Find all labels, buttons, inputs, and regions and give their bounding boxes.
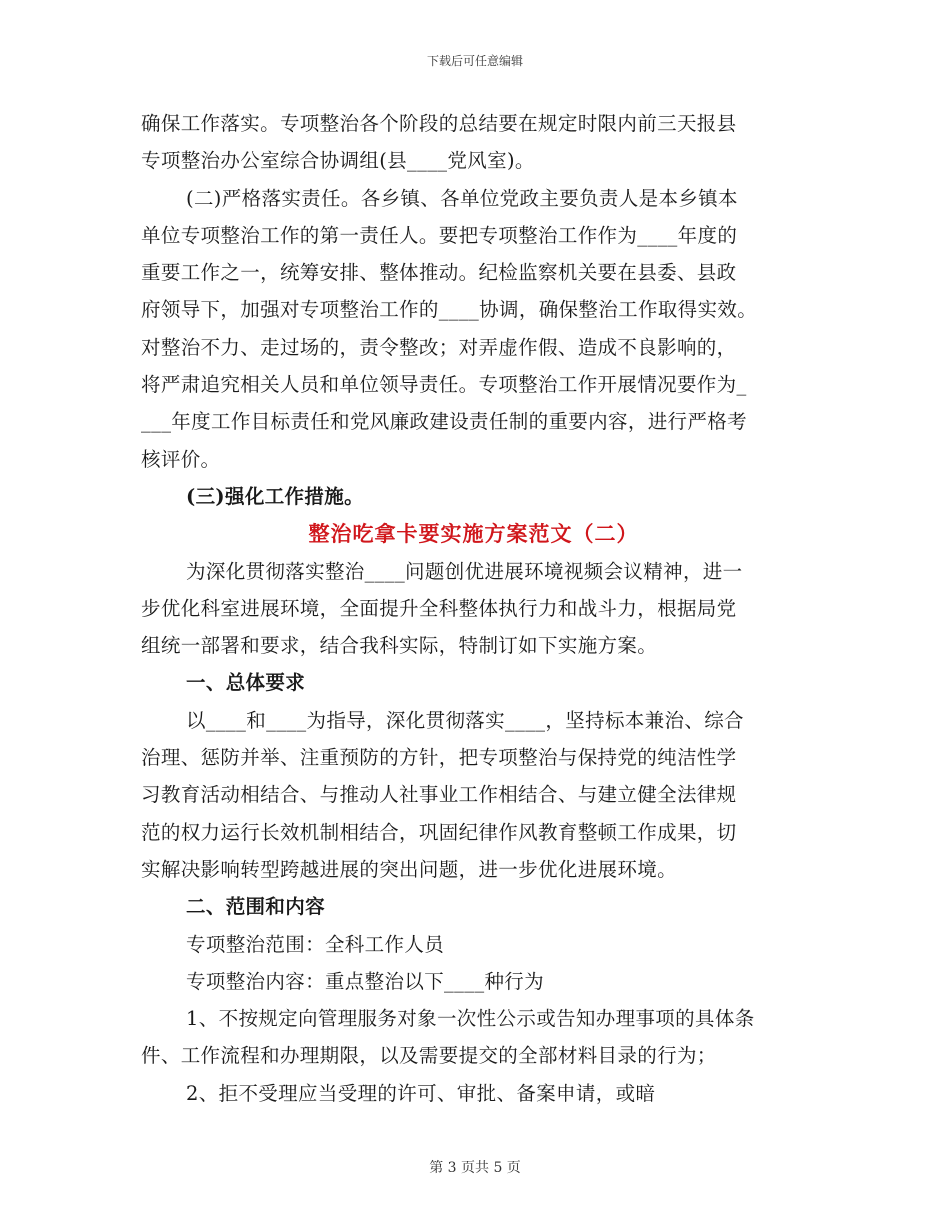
paragraph-line: 为深化贯彻落实整治____问题创优进展环境视频会议精神，进一 (186, 559, 743, 583)
paragraph-line: 将严肃追究相关人员和单位领导责任。专项整治工作开展情况要作为_ (141, 373, 747, 397)
paragraph-line: 确保工作落实。专项整治各个阶段的总结要在规定时限内前三天报县 (141, 112, 737, 135)
list-item: 2、拒不受理应当受理的许可、审批、备案申请，或暗 (186, 1081, 656, 1105)
paragraph-line: 府领导下，加强对专项整治工作的____协调，确保整治工作取得实效。 (141, 298, 758, 322)
paragraph-line: 专项整治范围：全科工作人员 (186, 932, 445, 956)
paragraph-line: 单位专项整治工作的第一责任人。要把专项整治工作作为____年度的 (141, 223, 738, 247)
list-item: 1、不按规定向管理服务对象一次性公示或告知办理事项的具体条 (186, 1007, 755, 1031)
paragraph-line: 以____和____为指导，深化贯彻落实____，坚持标本兼治、综合 (186, 708, 744, 732)
page-footer: 第 3 页共 5 页 (429, 1160, 521, 1176)
section-heading: (三)强化工作措施。 (186, 484, 364, 508)
document-body (141, 105, 806, 1112)
paragraph-line: 习教育活动相结合、与推动人社事业工作相结合、与建立健全法律规 (141, 783, 737, 807)
section-heading: 一、总体要求 (186, 671, 306, 695)
paragraph-line: (二)严格落实责任。各乡镇、各单位党政主要负责人是本乡镇本 (186, 186, 738, 210)
paragraph-line: 治理、惩防并举、注重预防的方针，把专项整治与保持党的纯洁性学 (141, 746, 737, 770)
paragraph-line: 专项整治内容：重点整治以下____种行为 (186, 969, 545, 993)
paragraph-line: 件、工作流程和办理期限，以及需要提交的全部材料目录的行为； (141, 1044, 717, 1068)
paragraph-line: ___年度工作目标责任和党风廉政建设责任制的重要内容，进行严格考 (141, 410, 747, 434)
paragraph-line: 专项整治办公室综合协调组(县____党风室)。 (141, 149, 535, 173)
paragraph-line: 实解决影响转型跨越进展的突出问题，进一步优化进展环境。 (141, 857, 677, 881)
section-heading: 二、范围和内容 (186, 895, 325, 919)
page-header: 下载后可任意编辑 (426, 54, 523, 68)
paragraph-line: 范的权力运行长效机制相结合，巩固纪律作风教育整顿工作成果，切 (141, 820, 737, 844)
paragraph-line: 重要工作之一，统筹安排、整体推动。纪检监察机关要在县委、县政 (141, 261, 737, 285)
paragraph-line: 组统一部署和要求，结合我科实际，特制订如下实施方案。 (141, 634, 658, 658)
paragraph-line: 对整治不力、走过场的，责令整改；对弄虚作假、造成不良影响的， (141, 335, 737, 359)
document-title: 整治吃拿卡要实施方案范文（二） (308, 521, 639, 547)
paragraph-line: 核评价。 (141, 447, 221, 471)
paragraph-line: 步优化科室进展环境，全面提升全科整体执行力和战斗力，根据局党 (141, 596, 737, 620)
